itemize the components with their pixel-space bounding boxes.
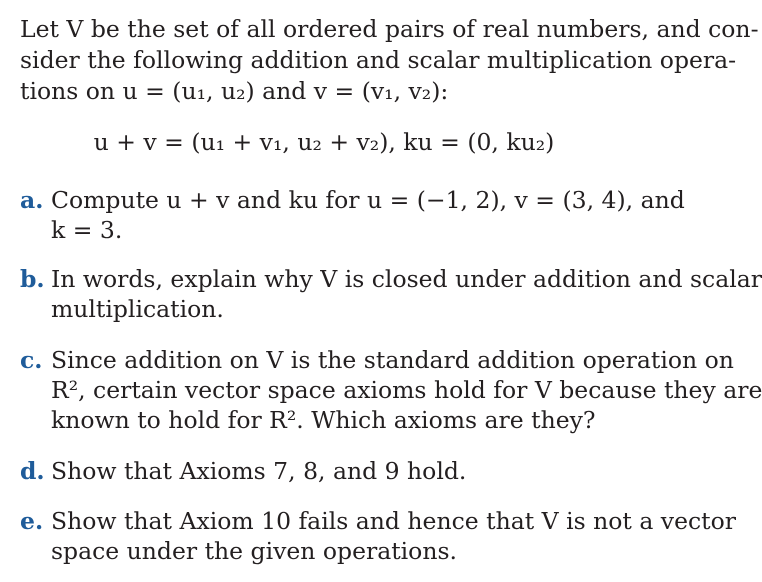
exercise-page — [20, 14, 762, 566]
part-a-line-2: k = 3. — [51, 216, 123, 244]
part-d-marker: d. — [20, 457, 45, 485]
part-b-line-1: In words, explain why V is closed under addition and scalar — [51, 265, 762, 293]
part-b — [20, 264, 762, 324]
part-e-line-2: space under the given operations. — [51, 537, 457, 565]
part-c-line-1: Since addition on V is the standard addition operation on — [51, 346, 734, 374]
part-c-line-3: known to hold for R². Which axioms are they? — [51, 406, 596, 434]
part-c-marker: c. — [20, 346, 43, 374]
part-c — [20, 345, 762, 435]
part-b-line-2: multiplication. — [51, 295, 224, 323]
problem-intro — [20, 14, 759, 107]
part-e-line-1: Show that Axiom 10 fails and hence that V is not a vector — [51, 507, 736, 535]
part-d — [20, 456, 668, 486]
part-a — [20, 185, 685, 245]
part-c-line-2: R², certain vector space axioms hold for V because they are — [51, 376, 762, 404]
intro-line-3: tions on u = (u₁, u₂) and v = (v₁, v₂): — [20, 77, 449, 105]
part-a-line-1: Compute u + v and ku for u = (−1, 2), v = (3, 4), and — [51, 186, 685, 214]
part-e-marker: e. — [20, 507, 44, 535]
part-e — [20, 506, 736, 566]
intro-line-2: sider the following addition and scalar multiplication opera- — [20, 46, 737, 74]
part-b-marker: b. — [20, 265, 45, 293]
part-a-marker: a. — [20, 186, 44, 214]
operations-equation: u + v = (u₁ + v₁, u₂ + v₂), ku = (0, ku₂) — [93, 128, 555, 156]
part-d-line-1: Show that Axioms 7, 8, and 9 hold. — [51, 457, 467, 485]
intro-line-1: Let V be the set of all ordered pairs of real numbers, and con- — [20, 15, 759, 43]
exercise-parts-list — [20, 185, 762, 566]
